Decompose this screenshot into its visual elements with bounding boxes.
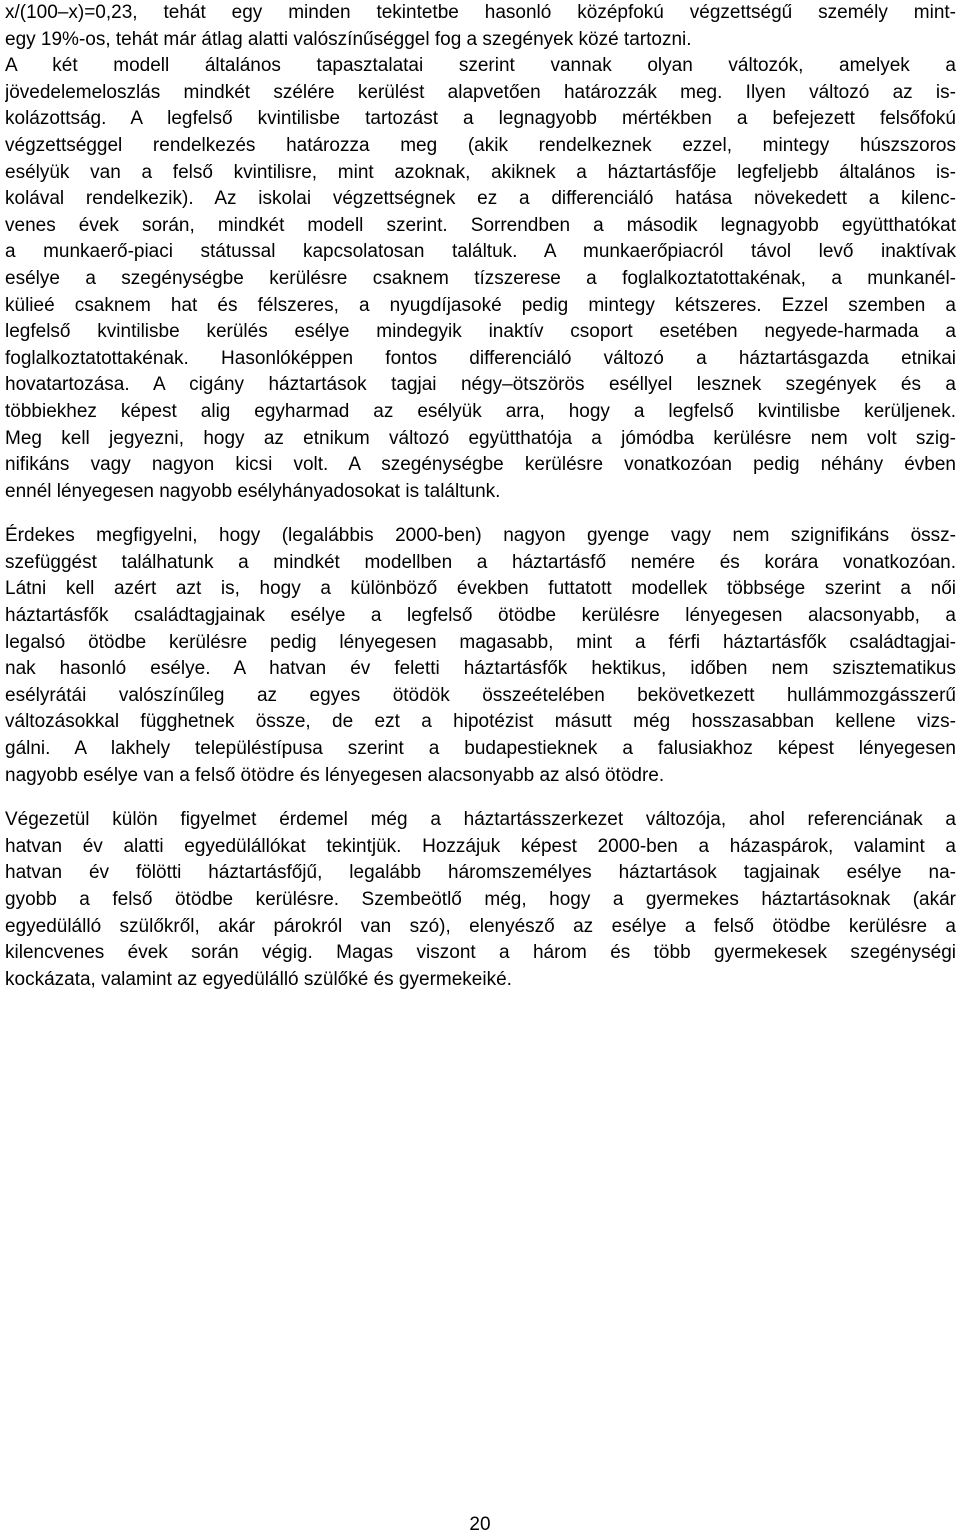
text-line: jövedelemeloszlás mindkét szélére kerülést alapvetően határozzák meg. Ilyen változó az is-	[5, 81, 956, 103]
page-number: 20	[469, 1514, 491, 1535]
text-line: Meg kell jegyezni, hogy az etnikum változó együtthatója a jómódba kerülésre nem volt szig-	[5, 427, 956, 449]
paragraph-spacer	[5, 789, 956, 807]
text-line: esélyük van a felső kvintilisre, mint azoknak, akiknek a háztartásfője legfeljebb általános is-	[5, 161, 956, 183]
text-line: esélyrátái valószínűleg az egyes ötödök összeételében bekövetkezett hullámmozgásszerű	[5, 684, 956, 706]
text-line: külieé csaknem hat és félszeres, a nyugdíjasoké pedig mintegy kétszeres. Ezzel szemben a	[5, 294, 956, 316]
text-line: gyobb a felső ötödbe kerülésre. Szembeötlő még, hogy a gyermekes háztartásoknak (akár	[5, 889, 956, 910]
text-line: változásokkal függhetnek össze, de ezt a hipotézist másutt még hosszasabban kellene vizs-	[5, 711, 956, 733]
text-line: gálni. A lakhely településtípusa szerint a budapestieknek a falusiakhoz képest lényegesen	[5, 738, 956, 760]
text-line: ennél lényegesen nagyobb esélyhányadosokat is találtunk.	[5, 480, 501, 502]
text-line: legfelső kvintilisbe kerülés esélye mindegyik inaktív csoport esetében negyede-harmada a	[5, 321, 956, 343]
text-line: Érdekes megfigyelni, hogy (legalábbis 2000-ben) nagyon gyenge vagy nem szignifikáns össz-	[5, 525, 956, 547]
text-line: végzettséggel rendelkezés határozza meg (akik rendelkeznek ezzel, mintegy húszszoros	[5, 134, 956, 156]
text-line: nagyobb esélye van a felső ötödre és lényegesen alacsonyabb az alsó ötödre.	[5, 764, 665, 786]
text-line: nak hasonló esélye. A hatvan év feletti háztartásfők hektikus, időben nem szisztematikus	[5, 658, 956, 680]
paragraph-1	[5, 0, 956, 53]
text-line: Végezetül külön figyelmet érdemel még a háztartásszerkezet változója, ahol referenciának a	[5, 809, 956, 831]
text-line: hatvan év fölötti háztartásfőjű, legalább háromszemélyes háztartások tagjainak esélye na-	[5, 862, 956, 884]
document-body	[5, 0, 956, 993]
text-line: kilencvenes évek során végig. Magas viszont a három és több gyermekesek szegénységi	[5, 942, 956, 964]
text-line: kolával rendelkezik). Az iskolai végzettségnek ez a differenciáló hatása növekedett a kilenc-	[5, 188, 956, 210]
text-line: egyedülálló szülőkről, akár párokról van szó), elenyésző az esélye a felső ötödbe kerülésre a	[5, 915, 956, 937]
text-line: szefüggést találhatunk a mindkét modellben a háztartásfő nemére és korára vonatkozóan.	[5, 551, 956, 573]
text-line: hatvan év alatti egyedülállókat tekintjük. Hozzájuk képest 2000-ben a házaspárok, valamint a	[5, 835, 956, 857]
text-line: háztartásfők családtagjainak esélye a legfelső ötödbe kerülésre lényegesen alacsonyabb, a	[5, 605, 956, 627]
text-line: kolázottság. A legfelső kvintilisbe tartozást a legnagyobb mértékben a befejezett felsőfokú	[5, 108, 956, 130]
text-line: hovatartozása. A cigány háztartások tagjai négy–ötszörös eséllyel lesznek szegények és a	[5, 374, 956, 396]
text-line: Látni kell azért azt is, hogy a különböző években futtatott modellek többsége szerint a női	[5, 578, 956, 600]
text-line: A két modell általános tapasztalatai szerint vannak olyan változók, amelyek a	[5, 55, 956, 77]
text-line: esélye a szegénységbe kerülésre csaknem tízszerese a foglalkoztatottakénak, a munkanél-	[5, 267, 956, 289]
text-line: többiekhez képest alig egyharmad az esélyük arra, hogy a legfelső kvintilisbe kerüljenek.	[5, 400, 956, 422]
paragraph-2	[5, 53, 956, 505]
text-line: a munkaerő-piaci státussal kapcsolatosan találtuk. A munkaerőpiacról távol levő inaktívak	[5, 241, 956, 263]
text-line: legalsó ötödbe kerülésre pedig lényegesen magasabb, mint a férfi háztartásfők családtagjai-	[5, 631, 956, 653]
text-line: nifikáns vagy nagyon kicsi volt. A szegénységbe kerülésre vonatkozóan pedig néhány évben	[5, 454, 956, 476]
paragraph-spacer	[5, 505, 956, 523]
text-line: egy 19%-os, tehát már átlag alatti valószínűséggel fog a szegények közé tartozni.	[5, 28, 692, 50]
text-line: foglalkoztatottakénak. Hasonlóképpen fontos differenciáló változó a háztartásgazda etnikai	[5, 347, 956, 369]
text-line: x/(100–x)=0,23, tehát egy minden tekintetbe hasonló középfokú végzettségű személy mint-	[5, 2, 956, 23]
text-line: kockázata, valamint az egyedülálló szülőké és gyermekeiké.	[5, 968, 512, 990]
paragraph-4	[5, 807, 956, 993]
paragraph-3	[5, 523, 956, 789]
text-line: venes évek során, mindkét modell szerint. Sorrendben a második legnagyobb együtthatókat	[5, 214, 956, 236]
